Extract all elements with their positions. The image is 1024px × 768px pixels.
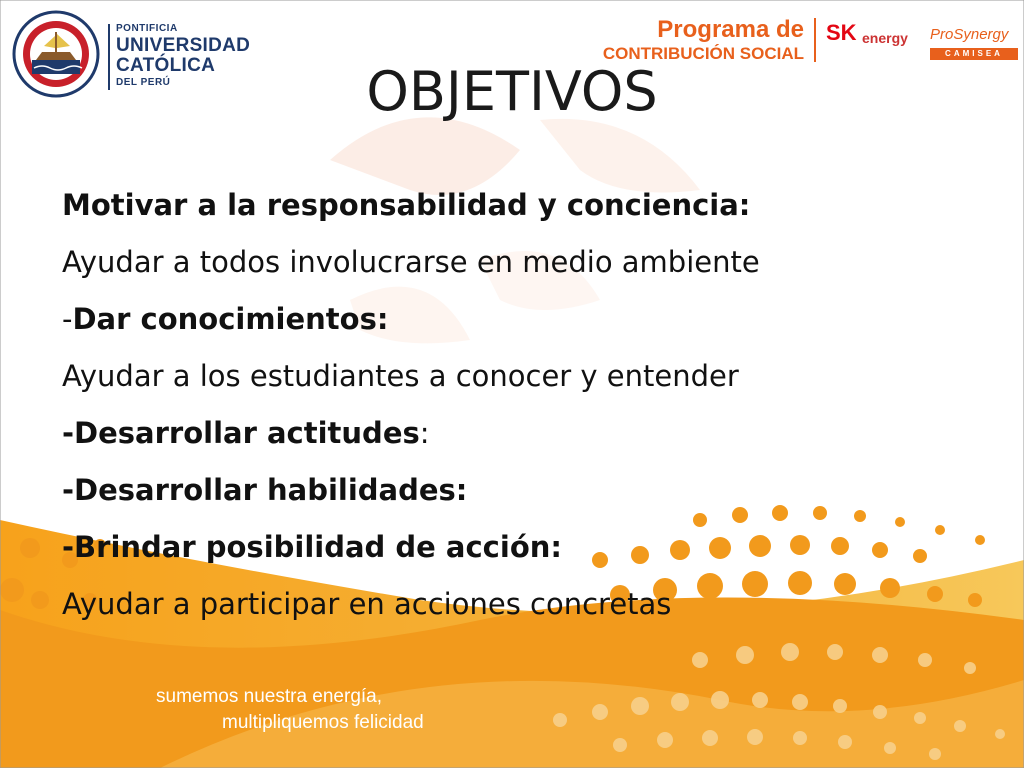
program-subtitle: CONTRIBUCIÓN SOCIAL	[602, 44, 804, 63]
slide-title: OBJETIVOS	[366, 60, 658, 123]
sk-logo: SK	[826, 20, 857, 45]
objective-line-5	[62, 416, 962, 473]
program-logo	[600, 14, 1020, 66]
energy-logo-text: energy	[862, 30, 908, 46]
objectives-list	[62, 188, 962, 644]
slogan-line-2: multipliquemos felicidad	[222, 712, 424, 733]
prosynergy-logo: ProSynergy	[930, 26, 1009, 43]
program-divider	[814, 18, 816, 62]
objective-line-3	[62, 302, 962, 359]
objective-line-1: Motivar a la responsabilidad y conciencia:	[62, 188, 751, 222]
objective-line-6: -Desarrollar habilidades:	[62, 473, 468, 507]
slogan	[156, 684, 424, 736]
university-line1: PONTIFICIA	[116, 23, 178, 34]
objective-line-5-colon: :	[419, 416, 430, 450]
program-title: Programa de	[657, 16, 804, 43]
university-line2: UNIVERSIDAD	[116, 35, 251, 56]
objective-line-3-bold: Dar conocimientos:	[72, 302, 389, 336]
camisea-label: CAMISEA	[930, 48, 1018, 60]
university-line3: CATÓLICA	[116, 55, 216, 76]
slogan-line-1: sumemos nuestra energía,	[156, 686, 383, 707]
objective-line-3-dash: -	[62, 302, 73, 336]
objective-line-5-bold: -Desarrollar actitudes	[62, 416, 420, 450]
objective-line-8: Ayudar a participar en acciones concretas	[62, 587, 672, 621]
objective-line-7: -Brindar posibilidad de acción:	[62, 530, 562, 564]
university-line4: DEL PERÚ	[116, 77, 171, 88]
objective-line-2: Ayudar a todos involucrarse en medio ambiente	[62, 245, 760, 279]
objective-line-4: Ayudar a los estudiantes a conocer y entender	[62, 359, 739, 393]
